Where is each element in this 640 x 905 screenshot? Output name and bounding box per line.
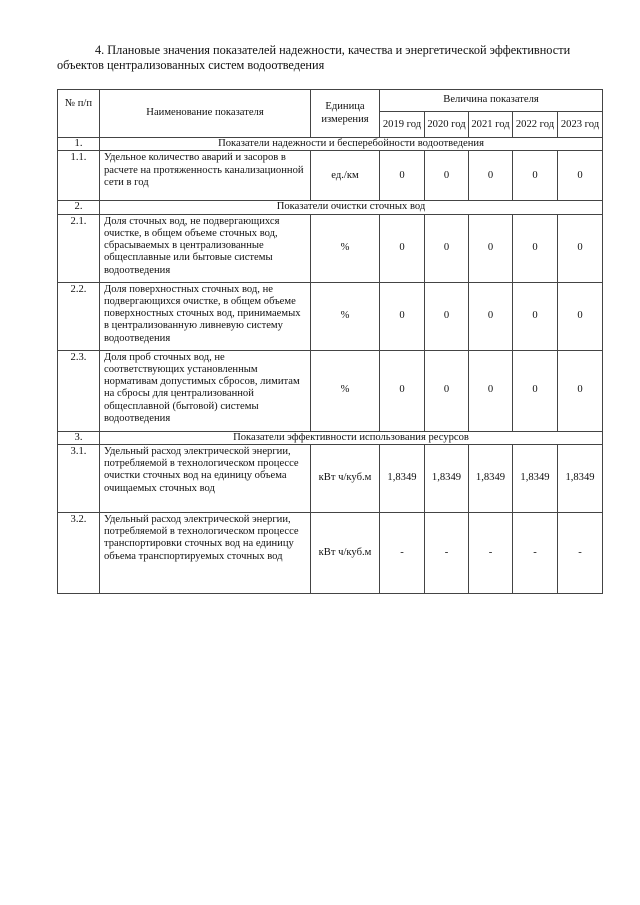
section-title: Показатели надежности и бесперебойности водоотведения [100,138,603,151]
row-number: 1.1. [58,151,100,201]
row-value-2020: 0 [425,151,469,201]
row-value-2022: 1,8349 [513,444,558,512]
row-value-2019: 0 [380,151,425,201]
section-row [58,201,603,214]
row-number: 3.1. [58,444,100,512]
row-value-2020: 0 [425,350,469,431]
table-body [58,138,603,594]
row-value-2020: 0 [425,214,469,282]
row-value-2021: 1,8349 [469,444,513,512]
row-value-2019: 0 [380,282,425,350]
header-year-2021: 2021 год [469,112,513,138]
row-number: 2.3. [58,350,100,431]
row-number: 2.2. [58,282,100,350]
row-value-2022: - [513,512,558,593]
table-row [58,512,603,593]
section-title: Показатели эффективности использования ресурсов [100,431,603,444]
row-value-2021: 0 [469,214,513,282]
row-value-2022: 0 [513,350,558,431]
header-year-2020: 2020 год [425,112,469,138]
row-value-2023: 0 [558,151,603,201]
header-year-2023: 2023 год [558,112,603,138]
header-name: Наименование показателя [100,90,311,138]
row-unit: % [311,350,380,431]
row-value-2022: 0 [513,214,558,282]
section-number: 2. [58,201,100,214]
row-name: Доля поверхностных сточных вод, не подвергающихся очистке, в общем объеме поверхностных сточных вод, принимаемых в централизованную ливневую систему водоотведения [100,282,311,350]
row-number: 2.1. [58,214,100,282]
row-value-2019: 0 [380,350,425,431]
row-value-2021: - [469,512,513,593]
row-value-2023: 0 [558,214,603,282]
row-value-2021: 0 [469,282,513,350]
row-value-2019: 1,8349 [380,444,425,512]
row-value-2020: 1,8349 [425,444,469,512]
heading-line-2: объектов централизованных систем водоотведения [57,58,325,72]
row-value-2021: 0 [469,350,513,431]
header-year-2019: 2019 год [380,112,425,138]
row-value-2019: 0 [380,214,425,282]
row-value-2019: - [380,512,425,593]
header-value-group: Величина показателя [380,90,603,112]
row-unit: % [311,282,380,350]
row-value-2022: 0 [513,151,558,201]
row-value-2023: 0 [558,350,603,431]
heading-line-1: 4. Плановые значения показателей надежности, качества и энергетической эффективности [95,43,571,57]
section-heading [57,43,602,73]
section-number: 1. [58,138,100,151]
row-name: Удельный расход электрической энергии, потребляемой в технологическом процессе транспортировки сточных вод на единицу объема транспортируемых сточных вод [100,512,311,593]
row-unit: кВт ч/куб.м [311,444,380,512]
row-name: Удельный расход электрической энергии, потребляемой в технологическом процессе очистки сточных вод на единицу объема очищаемых сточных вод [100,444,311,512]
row-unit: кВт ч/куб.м [311,512,380,593]
row-name: Удельное количество аварий и засоров в расчете на протяженность канализационной сети в год [100,151,311,201]
section-row [58,431,603,444]
section-title: Показатели очистки сточных вод [100,201,603,214]
row-value-2020: - [425,512,469,593]
table-row [58,151,603,201]
row-value-2023: 0 [558,282,603,350]
table-row [58,444,603,512]
table-header [58,90,603,138]
row-value-2023: - [558,512,603,593]
row-unit: ед./км [311,151,380,201]
section-row [58,138,603,151]
indicators-table [57,89,603,594]
row-value-2020: 0 [425,282,469,350]
header-unit: Единица измерения [311,90,380,138]
row-value-2022: 0 [513,282,558,350]
table-row [58,350,603,431]
row-value-2021: 0 [469,151,513,201]
row-number: 3.2. [58,512,100,593]
header-number: № п/п [58,90,100,138]
row-name: Доля проб сточных вод, не соответствующих установленным нормативам допустимых сбросов, лимитам на сбросы для централизованной общесплавной (бытовой) системы водоотведения [100,350,311,431]
row-name: Доля сточных вод, не подвергающихся очистке, в общем объеме сточных вод, сбрасываемых в централизованные общесплавные или бытовые системы водоотведения [100,214,311,282]
table-row [58,282,603,350]
row-unit: % [311,214,380,282]
section-number: 3. [58,431,100,444]
row-value-2023: 1,8349 [558,444,603,512]
header-year-2022: 2022 год [513,112,558,138]
table-row [58,214,603,282]
